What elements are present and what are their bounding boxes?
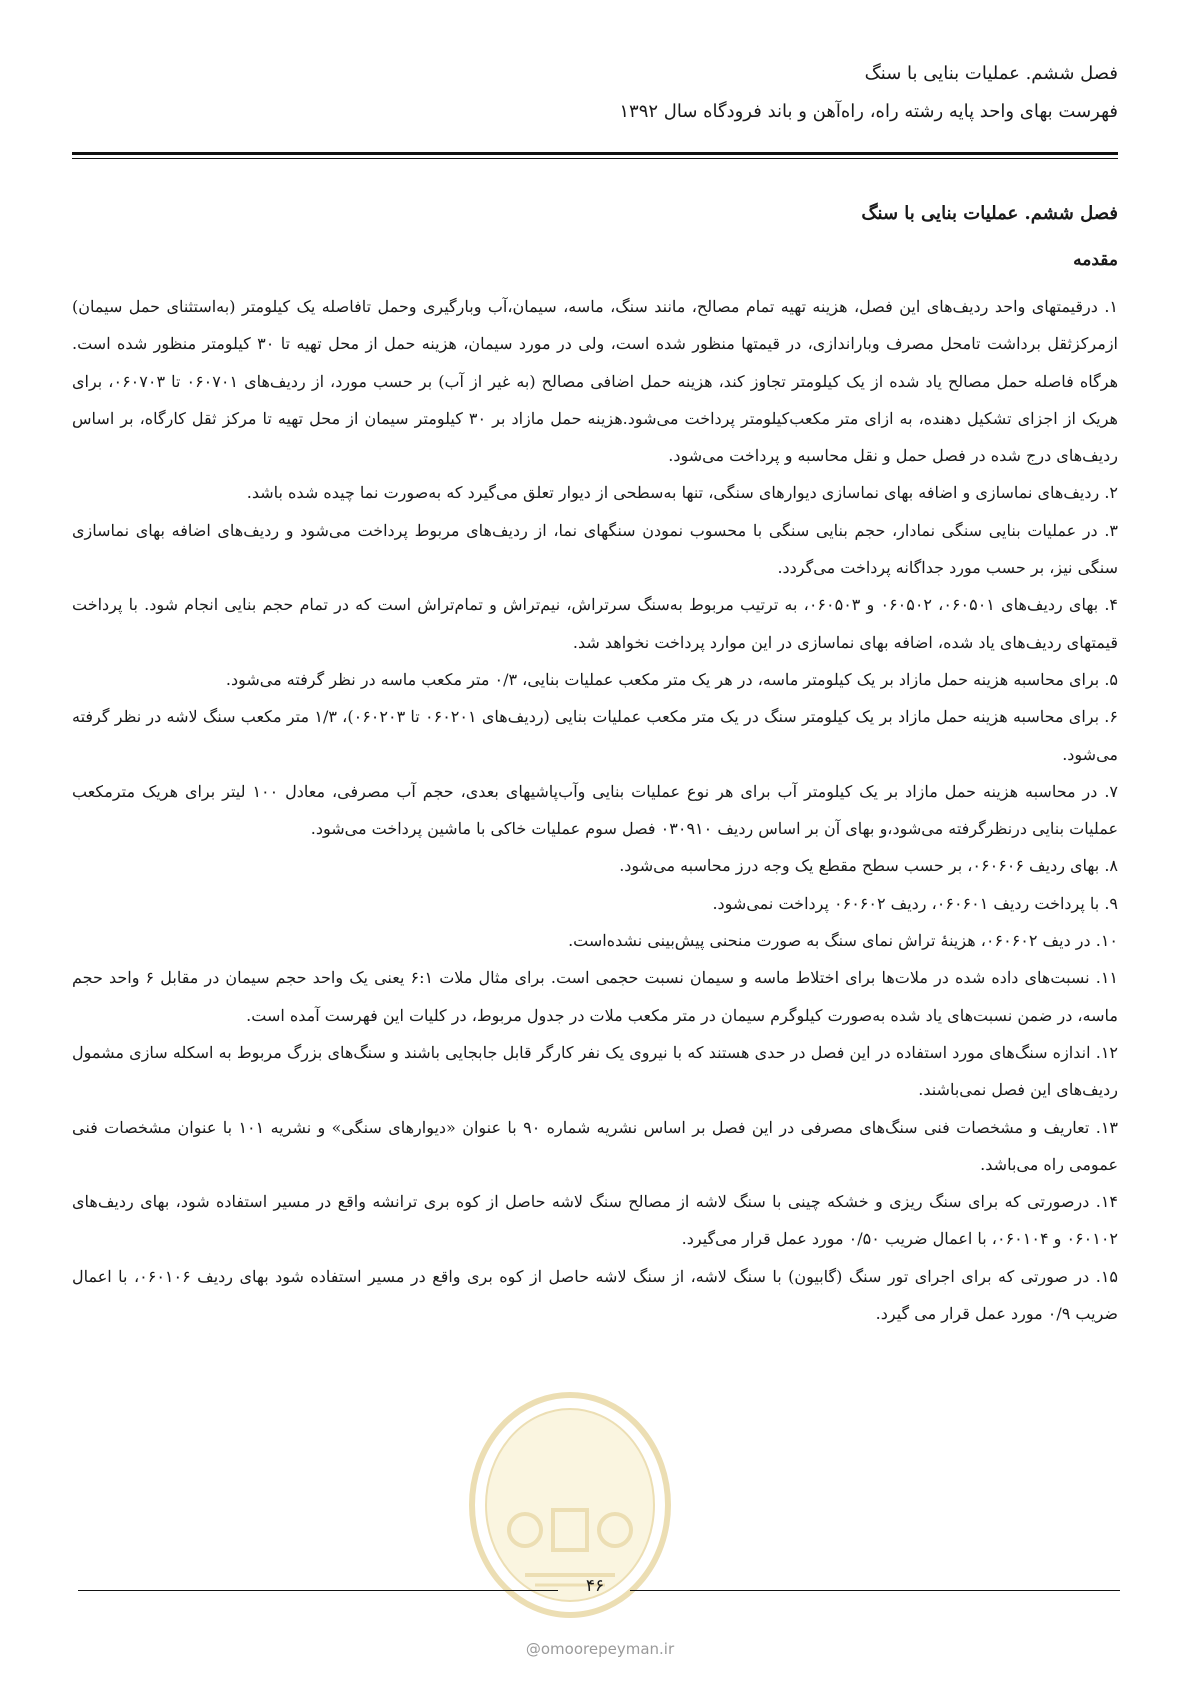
page-header (72, 60, 1118, 126)
paragraph-3: ۳. در عملیات بنایی سنگی نمادار، حجم بنایی سنگی با محسوب نمودن سنگهای نما، از ردیف‌های مربوط پرداخت می‌شود و ردیف‌های اضافه بهای نماسازی سنگی نیز، بر حسب مورد جداگانه پرداخت می‌گردد. (72, 520, 1119, 578)
header-document-title: فهرست بهای واحد پایه رشته راه، راه‌آهن و باند فرودگاه سال ۱۳۹۲ (619, 101, 1118, 122)
paragraph-15: ۱۵. در صورتی که برای اجرای تور سنگ (گابیون) با سنگ لاشه، از سنگ لاشه حاصل از کوه بری واقع در مسیر استفاده شود بهای ردیف ۰۶۰۱۰۶، با اعمال ضریب ۰/۹ مورد عمل قرار می گیرد. (72, 1266, 1119, 1324)
paragraph-8: ۸. بهای ردیف ۰۶۰۶۰۶، بر حسب سطح مقطع یک وجه درز محاسبه می‌شود. (619, 856, 1118, 876)
paragraph-5: ۵. برای محاسبه هزینه حمل مازاد بر یک کیلومتر ماسه، در هر یک متر مکعب عملیات بنایی، ۰/۳ متر مکعب ماسه در نظر گرفته می‌شود. (225, 669, 1118, 689)
paragraph-13: ۱۳. تعاریف و مشخصات فنی سنگ‌های مصرفی در این فصل بر اساس نشریه شماره ۹۰ با عنوان «دیوارهای سنگی» و نشریه ۱۰۱ با عنوان مشخصات فنی عمومی راه می‌باشد. (72, 1117, 1118, 1174)
paragraph-1: ۱. درقیمتهای واحد ردیف‌های این فصل، هزینه تهیه تمام مصالح، مانند سنگ، ماسه، سیمان،آب وبارگیری وحمل تافاصله یک کیلومتر (به‌استثنای حمل سیمان) ازمرکزثقل برداشت تامحل مصرف وباراندازی، در قیمتها منظور شده است، ولی در مورد سیمان، هزینه حمل از محل تهیه تا ۳۰ کیلومتر منظور شده است. هرگاه فاصله حمل مصالح یاد شده از یک کیلومتر تجاوز کند، هزینه حمل اضافی مصالح (به غیر از آب) بر حسب مورد، از ردیف‌های ۰۶۰۷۰۱ تا ۰۶۰۷۰۳، برای هریک از اجزای تشکیل دهنده، به ازای متر مکعب‌کیلومتر پرداخت می‌شود.هزینه حمل مازاد بر ۳۰ کیلومتر سیمان از محل تهیه تا مرکز ثقل کارگاه، بر اساس ردیف‌های درج شده در فصل حمل و نقل محاسبه و پرداخت می‌شود. (72, 297, 1119, 466)
watermark-url: @omoorepeyman.ir (525, 1640, 675, 1658)
paragraph-9: ۹. با پرداخت ردیف ۰۶۰۶۰۱، ردیف ۰۶۰۶۰۲ پرداخت نمی‌شود. (712, 893, 1118, 913)
paragraph-2: ۲. ردیف‌های نماسازی و اضافه بهای نماسازی دیوارهای سنگی، تنها به‌سطحی از دیوار تعلق می‌گیرد که به‌صورت نما چیده شده باشد. (246, 483, 1118, 503)
header-chapter-title: فصل ششم. عملیات بنایی با سنگ (864, 63, 1118, 84)
section-heading-introduction: مقدمه (1073, 250, 1118, 270)
paragraph-10: ۱۰. در دیف ۰۶۰۶۰۲، هزینهٔ تراش نمای سنگ به صورت منحنی پیش‌بینی نشده‌است. (568, 931, 1118, 951)
paragraph-4: ۴. بهای ردیف‌های ۰۶۰۵۰۱، ۰۶۰۵۰۲ و ۰۶۰۵۰۳، به ترتیب مربوط به‌سنگ سرتراش، نیم‌تراش و تمام‌تراش است که در تمام حجم بنایی انجام شود. با پرداخت قیمتهای ردیف‌های یاد شده، اضافه بهای نماسازی در این موارد پرداخت نخواهد شد. (72, 595, 1118, 652)
footer-divider-right (630, 1590, 1120, 1591)
paragraph-11: ۱۱. نسبت‌های داده شده در ملات‌ها برای اختلاط ماسه و سیمان نسبت حجمی است. برای مثال ملات ۶:۱ یعنی یک واحد حجم سیمان در مقابل ۶ واحد حجم ماسه، در ضمن نسبت‌های یاد شده به‌صورت کیلوگرم سیمان در متر مکعب ملات در جدول مربوط، در کلیات این فهرست آمده است. (72, 968, 1119, 1025)
paragraph-12: ۱۲. اندازه سنگ‌های مورد استفاده در این فصل در حدی هستند که با نیروی یک نفر کارگر قابل جابجایی باشند و سنگ‌های بزرگ مربوط به اسکله سازی مشمول ردیف‌های این فصل نمی‌باشند. (72, 1042, 1118, 1100)
page-number: ۴۶ (585, 1576, 605, 1596)
paragraph-14: ۱۴. درصورتی که برای سنگ ریزی و خشکه چینی با سنگ لاشه از مصالح سنگ لاشه حاصل از کوه بری ترانشه واقع در مسیر استفاده شود، بهای ردیف‌های ۰۶۰۱۰۲ و ۰۶۰۱۰۴، با اعمال ضریب ۰/۵۰ مورد عمل قرار می‌گیرد. (72, 1192, 1118, 1249)
footer-divider-left (78, 1590, 558, 1591)
chapter-title: فصل ششم. عملیات بنایی با سنگ (861, 203, 1118, 224)
header-divider-thick (72, 152, 1118, 155)
paragraph-7: ۷. در محاسبه هزینه حمل مازاد بر یک کیلومتر آب برای هر نوع عملیات بنایی وآب‌پاشیهای بعدی، حجم آب مصرفی، معادل ۱۰۰ لیتر برای هریک مترمکعب عملیات بنایی درنظرگرفته می‌شود،و بهای آن بر اساس ردیف ۰۳۰۹۱۰ فصل سوم عملیات خاکی با ماشین پرداخت می‌شود. (72, 781, 1119, 839)
header-divider-thin (72, 158, 1118, 159)
page-body (72, 200, 1118, 1332)
paragraph-6: ۶. برای محاسبه هزینه حمل مازاد بر یک کیلومتر سنگ در یک متر مکعب عملیات بنایی (ردیف‌های ۰۶۰۲۰۱ تا ۰۶۰۲۰۳)، ۱/۳ متر مکعب سنگ لاشه در نظر گرفته می‌شود. (72, 707, 1118, 764)
